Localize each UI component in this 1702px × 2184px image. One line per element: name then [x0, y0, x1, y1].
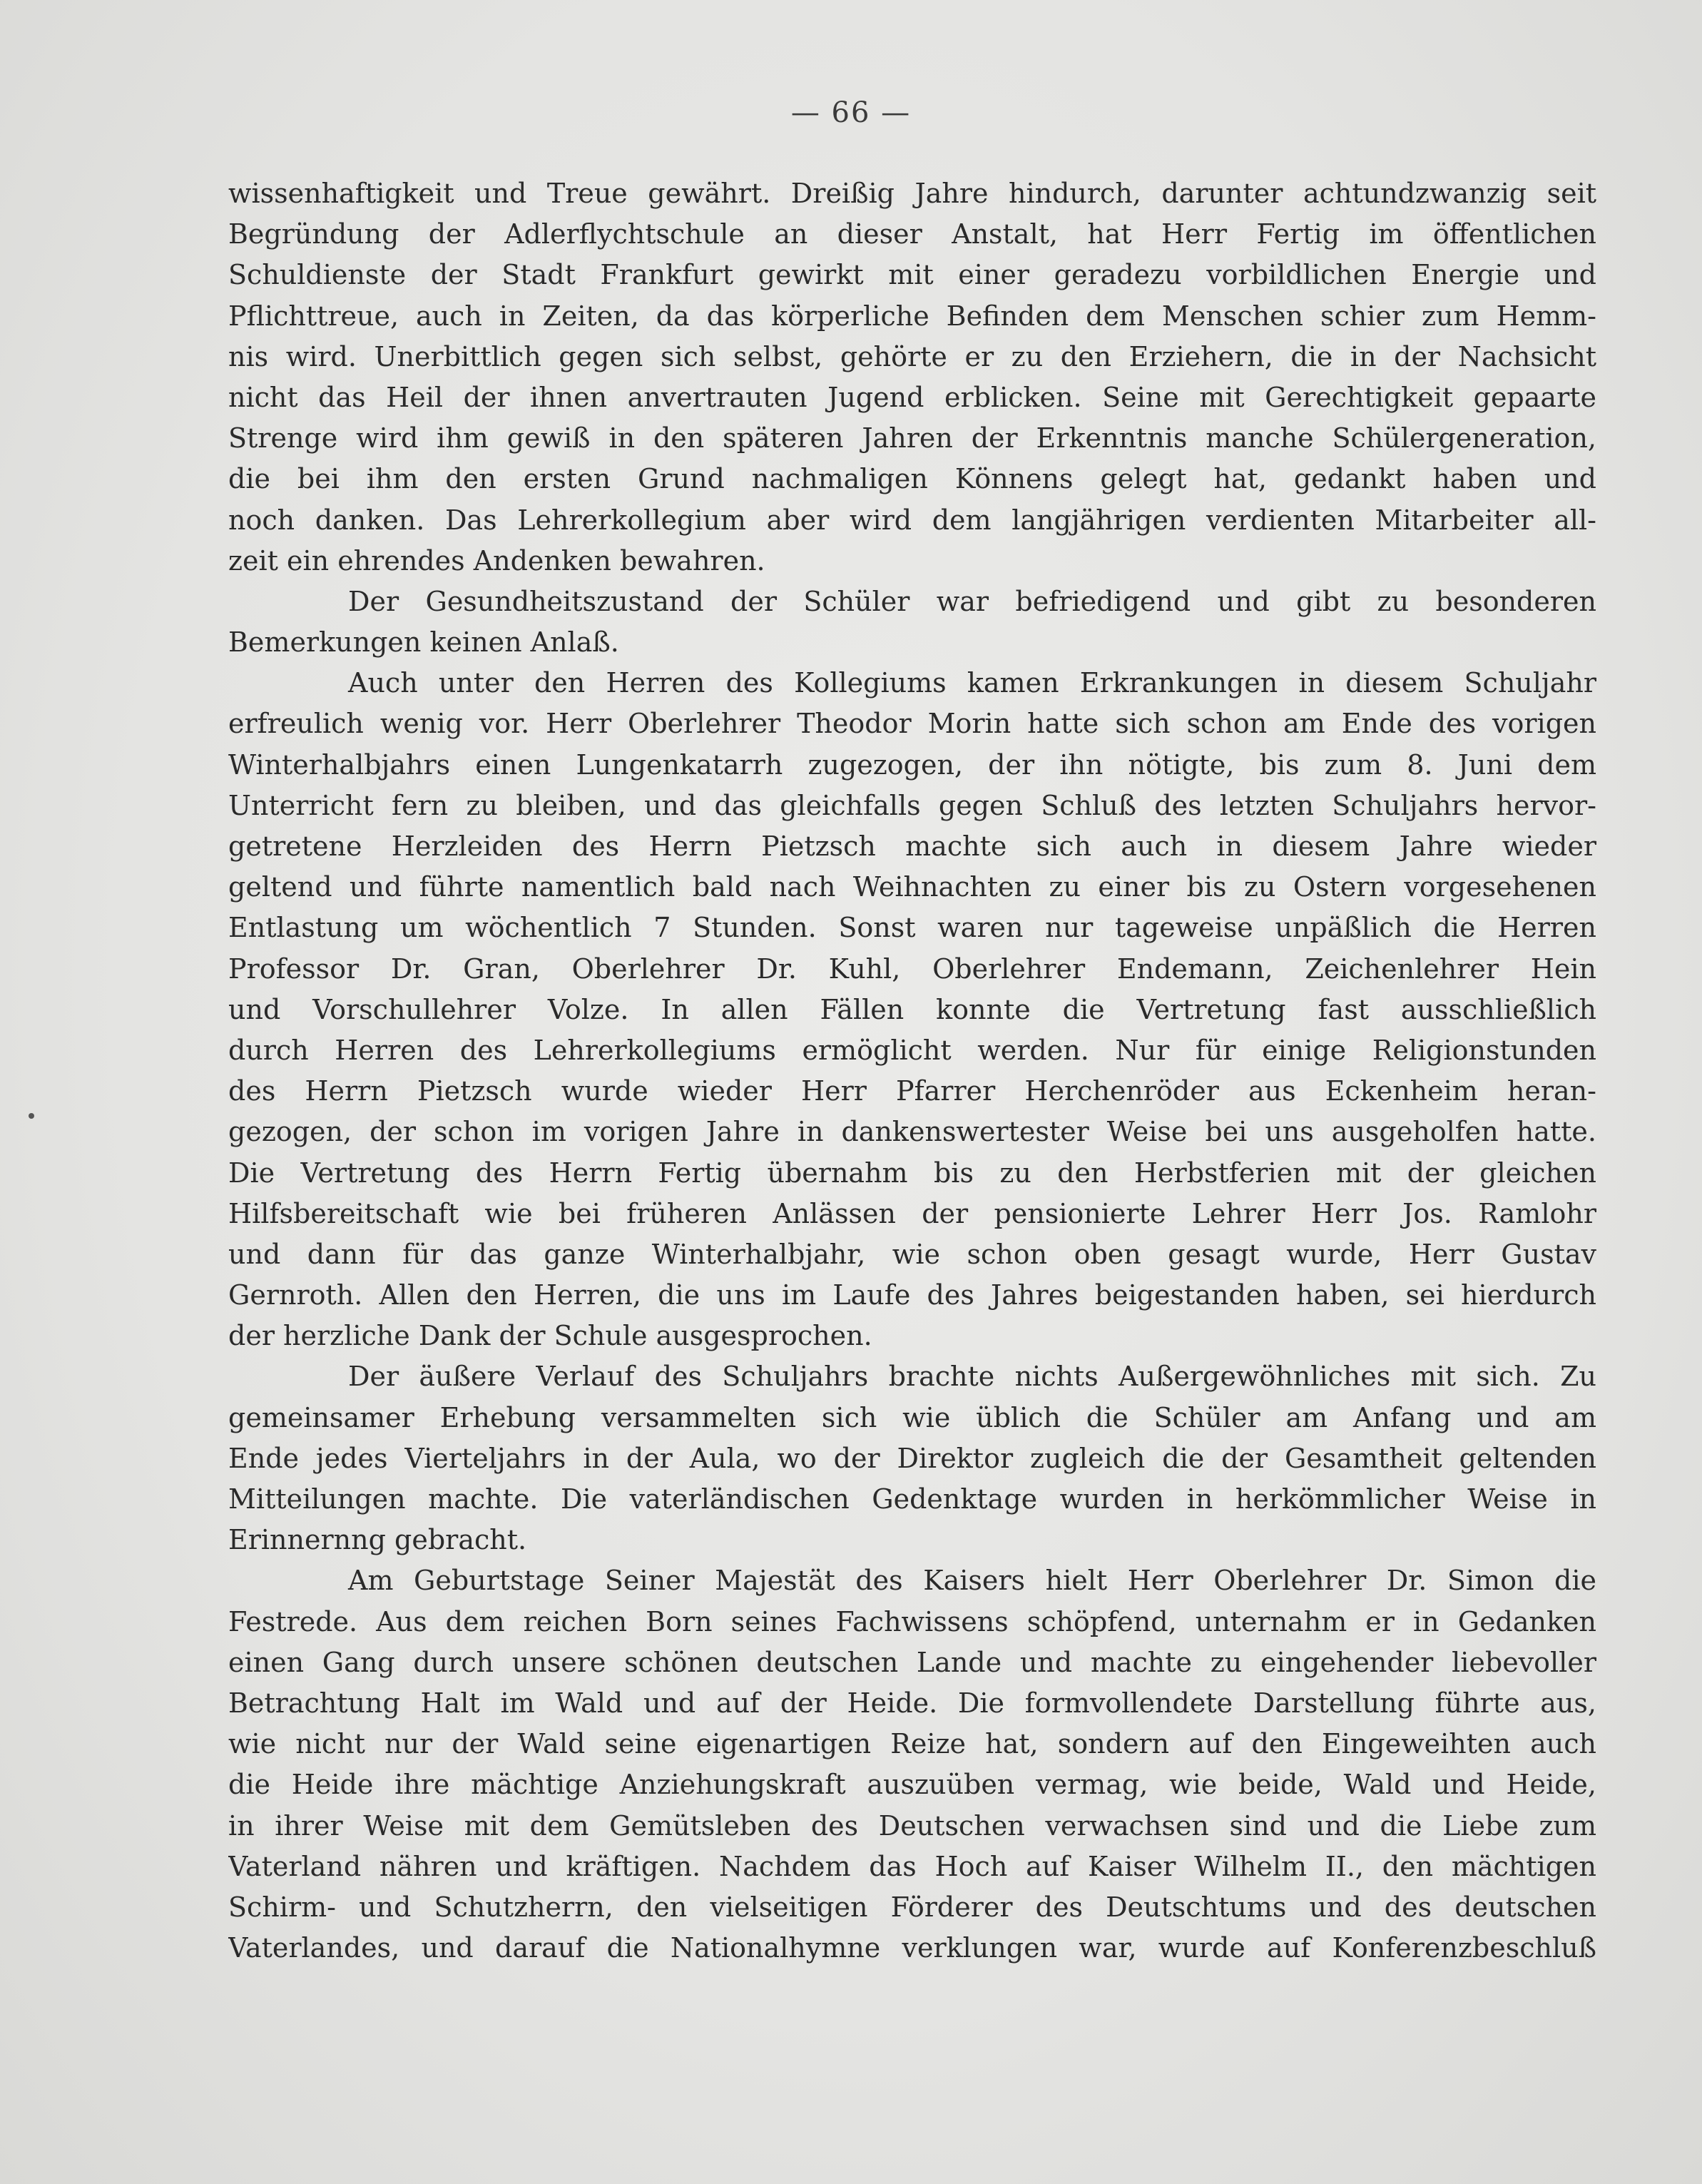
text-line: Unterricht fern zu bleiben, und das gleichfalls gegen Schluß des letzten Schuljahrs hervor-	[228, 789, 1596, 821]
text-line: Vaterland nähren und kräftigen. Nachdem das Hoch auf Kaiser Wilhelm II., den mächtigen	[228, 1850, 1596, 1882]
text-line: und Vorschullehrer Volze. In allen Fällen konnte die Vertretung fast ausschließlich	[228, 993, 1596, 1025]
text-line: in ihrer Weise mit dem Gemütsleben des Deutschen verwachsen sind und die Liebe zum	[228, 1809, 1596, 1842]
text-line: einen Gang durch unsere schönen deutschen Lande und machte zu eingehender liebevoller	[228, 1646, 1596, 1678]
text-line: Strenge wird ihm gewiß in den späteren Jahren der Erkenntnis manche Schülergeneration,	[228, 422, 1596, 454]
text-line: Der Gesundheitszustand der Schüler war befriedigend und gibt zu besonderen	[348, 585, 1596, 617]
paragraph	[228, 1356, 1596, 1560]
text-line: Der äußere Verlauf des Schuljahrs brachte nichts Außergewöhnliches mit sich. Zu	[348, 1361, 1596, 1393]
text-line: des Herrn Pietzsch wurde wieder Herr Pfarrer Herchenröder aus Eckenheim heran-	[228, 1075, 1596, 1107]
text-line: wissenhaftigkeit und Treue gewährt. Dreißig Jahre hindurch, darunter achtundzwanzig seit	[228, 178, 1596, 209]
text-line: noch danken. Das Lehrerkollegium aber wird dem langjährigen verdienten Mitarbeiter all-	[228, 504, 1596, 536]
text-line: nicht das Heil der ihnen anvertrauten Jugend erblicken. Seine mit Gerechtigkeit gepaarte	[228, 381, 1596, 413]
page-number: — 66 —	[790, 96, 912, 129]
text-line: durch Herren des Lehrerkollegiums ermöglicht werden. Nur für einige Religionstunden	[228, 1034, 1596, 1066]
text-line: wie nicht nur der Wald seine eigenartigen Reize hat, sondern auf den Eingeweihten auch	[228, 1728, 1596, 1760]
text-line: nis wird. Unerbittlich gegen sich selbst, gehörte er zu den Erziehern, die in der Nachsicht	[228, 340, 1596, 372]
text-line: geltend und führte namentlich bald nach Weihnachten zu einer bis zu Ostern vorgesehenen	[228, 871, 1596, 903]
text-line: gezogen, der schon im vorigen Jahre in dankenswertester Weise bei uns ausgeholfen hatte.	[228, 1116, 1596, 1148]
margin-speck	[29, 1113, 34, 1119]
text-line: Bemerkungen keinen Anlaß.	[228, 626, 619, 659]
text-line: die bei ihm den ersten Grund nachmaligen Könnens gelegt hat, gedankt haben und	[228, 463, 1596, 495]
text-line: Pflichttreue, auch in Zeiten, da das körperliche Befinden dem Menschen schier zum Hemm-	[228, 300, 1596, 332]
text-line: Betrachtung Halt im Wald und auf der Heide. Die formvollendete Darstellung führte aus,	[228, 1687, 1596, 1719]
text-line: Entlastung um wöchentlich 7 Stunden. Sonst waren nur tageweise unpäßlich die Herren	[228, 912, 1596, 944]
paragraph	[228, 581, 1596, 663]
body-text	[228, 173, 1596, 1969]
text-line: der herzliche Dank der Schule ausgesprochen.	[228, 1320, 872, 1352]
text-line: Festrede. Aus dem reichen Born seines Fachwissens schöpfend, unternahm er in Gedanken	[228, 1605, 1596, 1637]
text-line: Gernroth. Allen den Herren, die uns im Laufe des Jahres beigestanden haben, sei hierdurch	[228, 1279, 1596, 1311]
text-line: getretene Herzleiden des Herrn Pietzsch machte sich auch in diesem Jahre wieder	[228, 831, 1596, 862]
text-line: Schuldienste der Stadt Frankfurt gewirkt mit einer geradezu vorbildlichen Energie und	[228, 259, 1596, 291]
text-line: Erinnernng gebracht.	[228, 1524, 527, 1556]
text-line: Ende jedes Vierteljahrs in der Aula, wo der Direktor zugleich die der Gesamtheit geltenden	[228, 1442, 1596, 1474]
paragraph	[228, 173, 1596, 581]
text-line: Begründung der Adlerflychtschule an dieser Anstalt, hat Herr Fertig im öffentlichen	[228, 218, 1596, 250]
text-line: die Heide ihre mächtige Anziehungskraft auszuüben vermag, wie beide, Wald und Heide,	[228, 1769, 1596, 1801]
text-line: Auch unter den Herren des Kollegiums kamen Erkrankungen in diesem Schuljahr	[348, 667, 1596, 699]
text-line: Professor Dr. Gran, Oberlehrer Dr. Kuhl, Oberlehrer Endemann, Zeichenlehrer Hein	[228, 953, 1596, 985]
text-line: gemeinsamer Erhebung versammelten sich wie üblich die Schüler am Anfang und am	[228, 1401, 1596, 1433]
text-line: erfreulich wenig vor. Herr Oberlehrer Theodor Morin hatte sich schon am Ende des vorigen	[228, 708, 1596, 740]
text-line: Winterhalbjahrs einen Lungenkatarrh zugezogen, der ihn nötigte, bis zum 8. Juni dem	[228, 748, 1596, 781]
text-line: Mitteilungen machte. Die vaterländischen Gedenktage wurden in herkömmlicher Weise in	[228, 1483, 1596, 1515]
text-line: Die Vertretung des Herrn Fertig übernahm bis zu den Herbstferien mit der gleichen	[228, 1157, 1596, 1189]
text-line: zeit ein ehrendes Andenken bewahren.	[228, 544, 765, 577]
paragraph	[228, 663, 1596, 1356]
text-line: Am Geburtstage Seiner Majestät des Kaisers hielt Herr Oberlehrer Dr. Simon die	[348, 1565, 1596, 1597]
text-line: Schirm- und Schutzherrn, den vielseitigen Förderer des Deutschtums und des deutschen	[228, 1891, 1596, 1923]
text-line: Hilfsbereitschaft wie bei früheren Anlässen der pensionierte Lehrer Herr Jos. Ramlohr	[228, 1197, 1596, 1229]
paragraph	[228, 1560, 1596, 1969]
text-line: und dann für das ganze Winterhalbjahr, wie schon oben gesagt wurde, Herr Gustav	[228, 1238, 1596, 1270]
text-line: Vaterlandes, und darauf die Nationalhymne verklungen war, wurde auf Konferenzbeschluß	[228, 1932, 1596, 1964]
